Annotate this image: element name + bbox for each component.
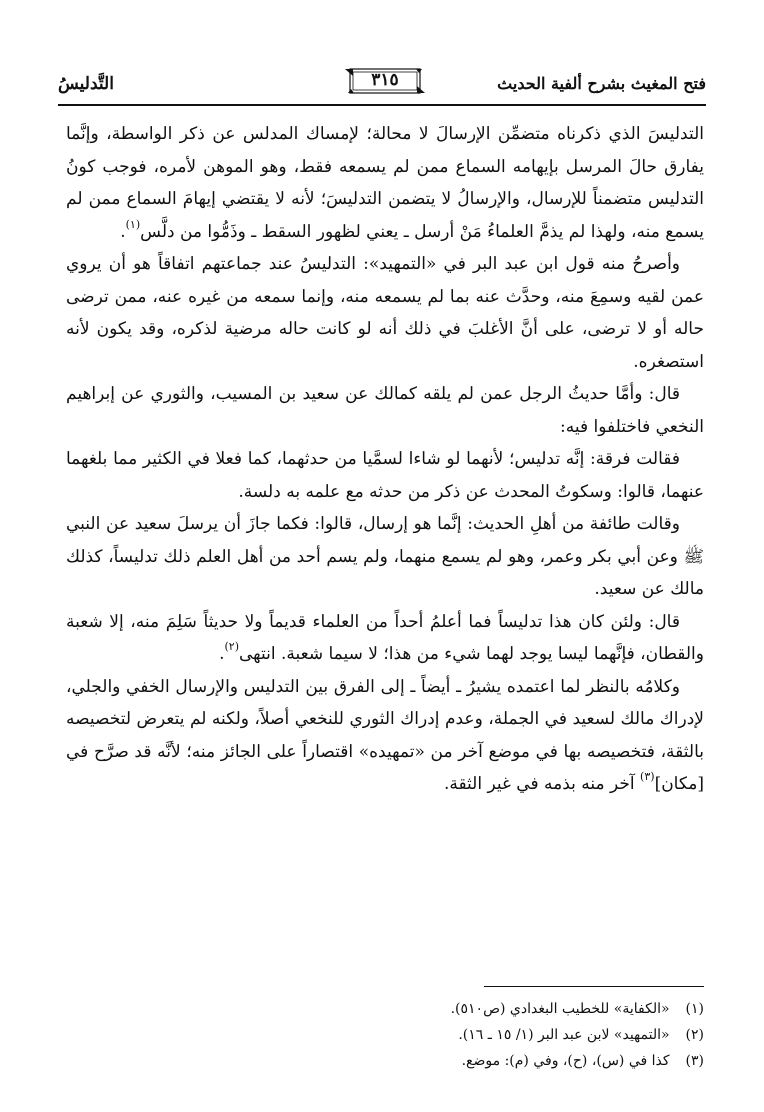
- paragraph: التدليسَ الذي ذكرناه متضمِّن الإرسالَ لا محالة؛ لإمساك المدلس عن ذكر الواسطة، وإنَّما يفارق حالَ المرسل بإيهامه السماع ممن لم يسمعه فقط، وهو الموهن لأمره، فوجب كونُ التدليس متضمناً للإرسال، والإرسالُ لا يتضمن التدليسَ؛ لأنه لا يقتضي إيهامَ السماع ممن لم يسمع منه، ولهذا لم يذمَّ العلماءُ مَنْ أرسل ـ يعني لظهور السقط ـ وذَمُّوا من دلَّس$^{(١)}$.: [66, 124, 704, 242]
- paragraph: وكلامُه بالنظر لما اعتمده يشيرُ ـ أيضاً ـ إلى الفرق بين التدليس والإرسال الخفي والجلي، لإدراك مالك لسعيد في الجملة، وعدم إدراك الثوري للنخعي أصلاً، ولكنه لم يتعرض لتخصيصه بالثقة، فتخصيصه بها في موضع آخر من «تمهيده» اقتصاراً على الجائز منه؛ لأنَّه قد صرَّح في [مكان]$^{(٣)}$ آخر منه بذمه في غير الثقة.: [66, 676, 704, 794]
- footnote-text: «الكفاية» للخطيب البغدادي (ص٥١٠).: [450, 1001, 670, 1017]
- footnote-number: (٢): [685, 1027, 704, 1043]
- footnote-marker: (٣): [640, 770, 655, 784]
- footnote-marker: (٢): [224, 640, 239, 654]
- paragraph: فقالت فرقة: إنَّه تدليس؛ لأنهما لو شاءا لسمَّيا من حدثهما، كما فعلا في الكثير مما بلغهما عنهما، قالوا: وسكوتُ المحدث عن ذكر من حدثه مع علمه به دلسة.: [66, 449, 704, 502]
- footnote-text: كذا في (س)، (ح)، وفي (م): موضع.: [461, 1053, 670, 1069]
- footnote-marker: (١): [125, 217, 141, 231]
- footnote-number: (٣): [685, 1053, 704, 1069]
- page-number: ٣١٥: [371, 70, 399, 90]
- footnote-text: «التمهيد» لابن عبد البر (١/ ١٥ ـ ١٦).: [458, 1027, 670, 1043]
- footnote-number: (١): [685, 1001, 704, 1017]
- paragraph: وقالت طائفة من أهلِ الحديث: إنَّما هو إرسال، قالوا: فكما جازَ أن يرسلَ سعيد عن النبي ﷺ وعن أبي بكر وعمر، وهو لم يسمع منهما، ولم يسم أحد من أهل العلم ذلك تدليساً، كذلك مالك عن سعيد.: [66, 514, 704, 599]
- paragraph: وأصرحُ منه قول ابن عبد البر في «التمهيد»: التدليسُ عند جماعتهم اتفاقاً هو أن يروي عمن لقيه وسمِعَ منه، وحدَّث عنه بما لم يسمعه منه، وإنما سمعه من غيره عنه، ممن ترضى حاله أو لا ترضى، على أنَّ الأغلبَ في ذلك أنه لو كانت حاله مرضية لذكره، وقد يكون لأنه استصغره.: [66, 254, 704, 372]
- paragraph: قال: ولئن كان هذا تدليساً فما أعلمُ أحداً من العلماء قديماً ولا حديثاً سَلِمَ منه، إلا شعبة والقطان، فإنَّهما ليسا يوجد لهما شيء من هذا؛ لا سيما شعبة. انتهى$^{(٢)}$.: [66, 611, 704, 664]
- footnote: [66, 1048, 704, 1074]
- chapter-title: التَّدليسُ: [58, 74, 114, 94]
- footnote: [66, 996, 704, 1022]
- header-divider: [58, 104, 706, 106]
- running-header: [58, 62, 706, 106]
- page-number-frame: [344, 66, 426, 96]
- footnote-divider: [484, 986, 704, 987]
- paragraph: قال: وأمَّا حديثُ الرجل عمن لم يلقه كمالك عن سعيد بن المسيب، والثوري عن إبراهيم النخعي فاختلفوا فيه:: [66, 384, 704, 437]
- footnote: [66, 1022, 704, 1048]
- main-text: [66, 118, 704, 801]
- footnotes: [66, 996, 704, 1074]
- book-title: فتح المغيث بشرح ألفية الحديث: [497, 74, 706, 93]
